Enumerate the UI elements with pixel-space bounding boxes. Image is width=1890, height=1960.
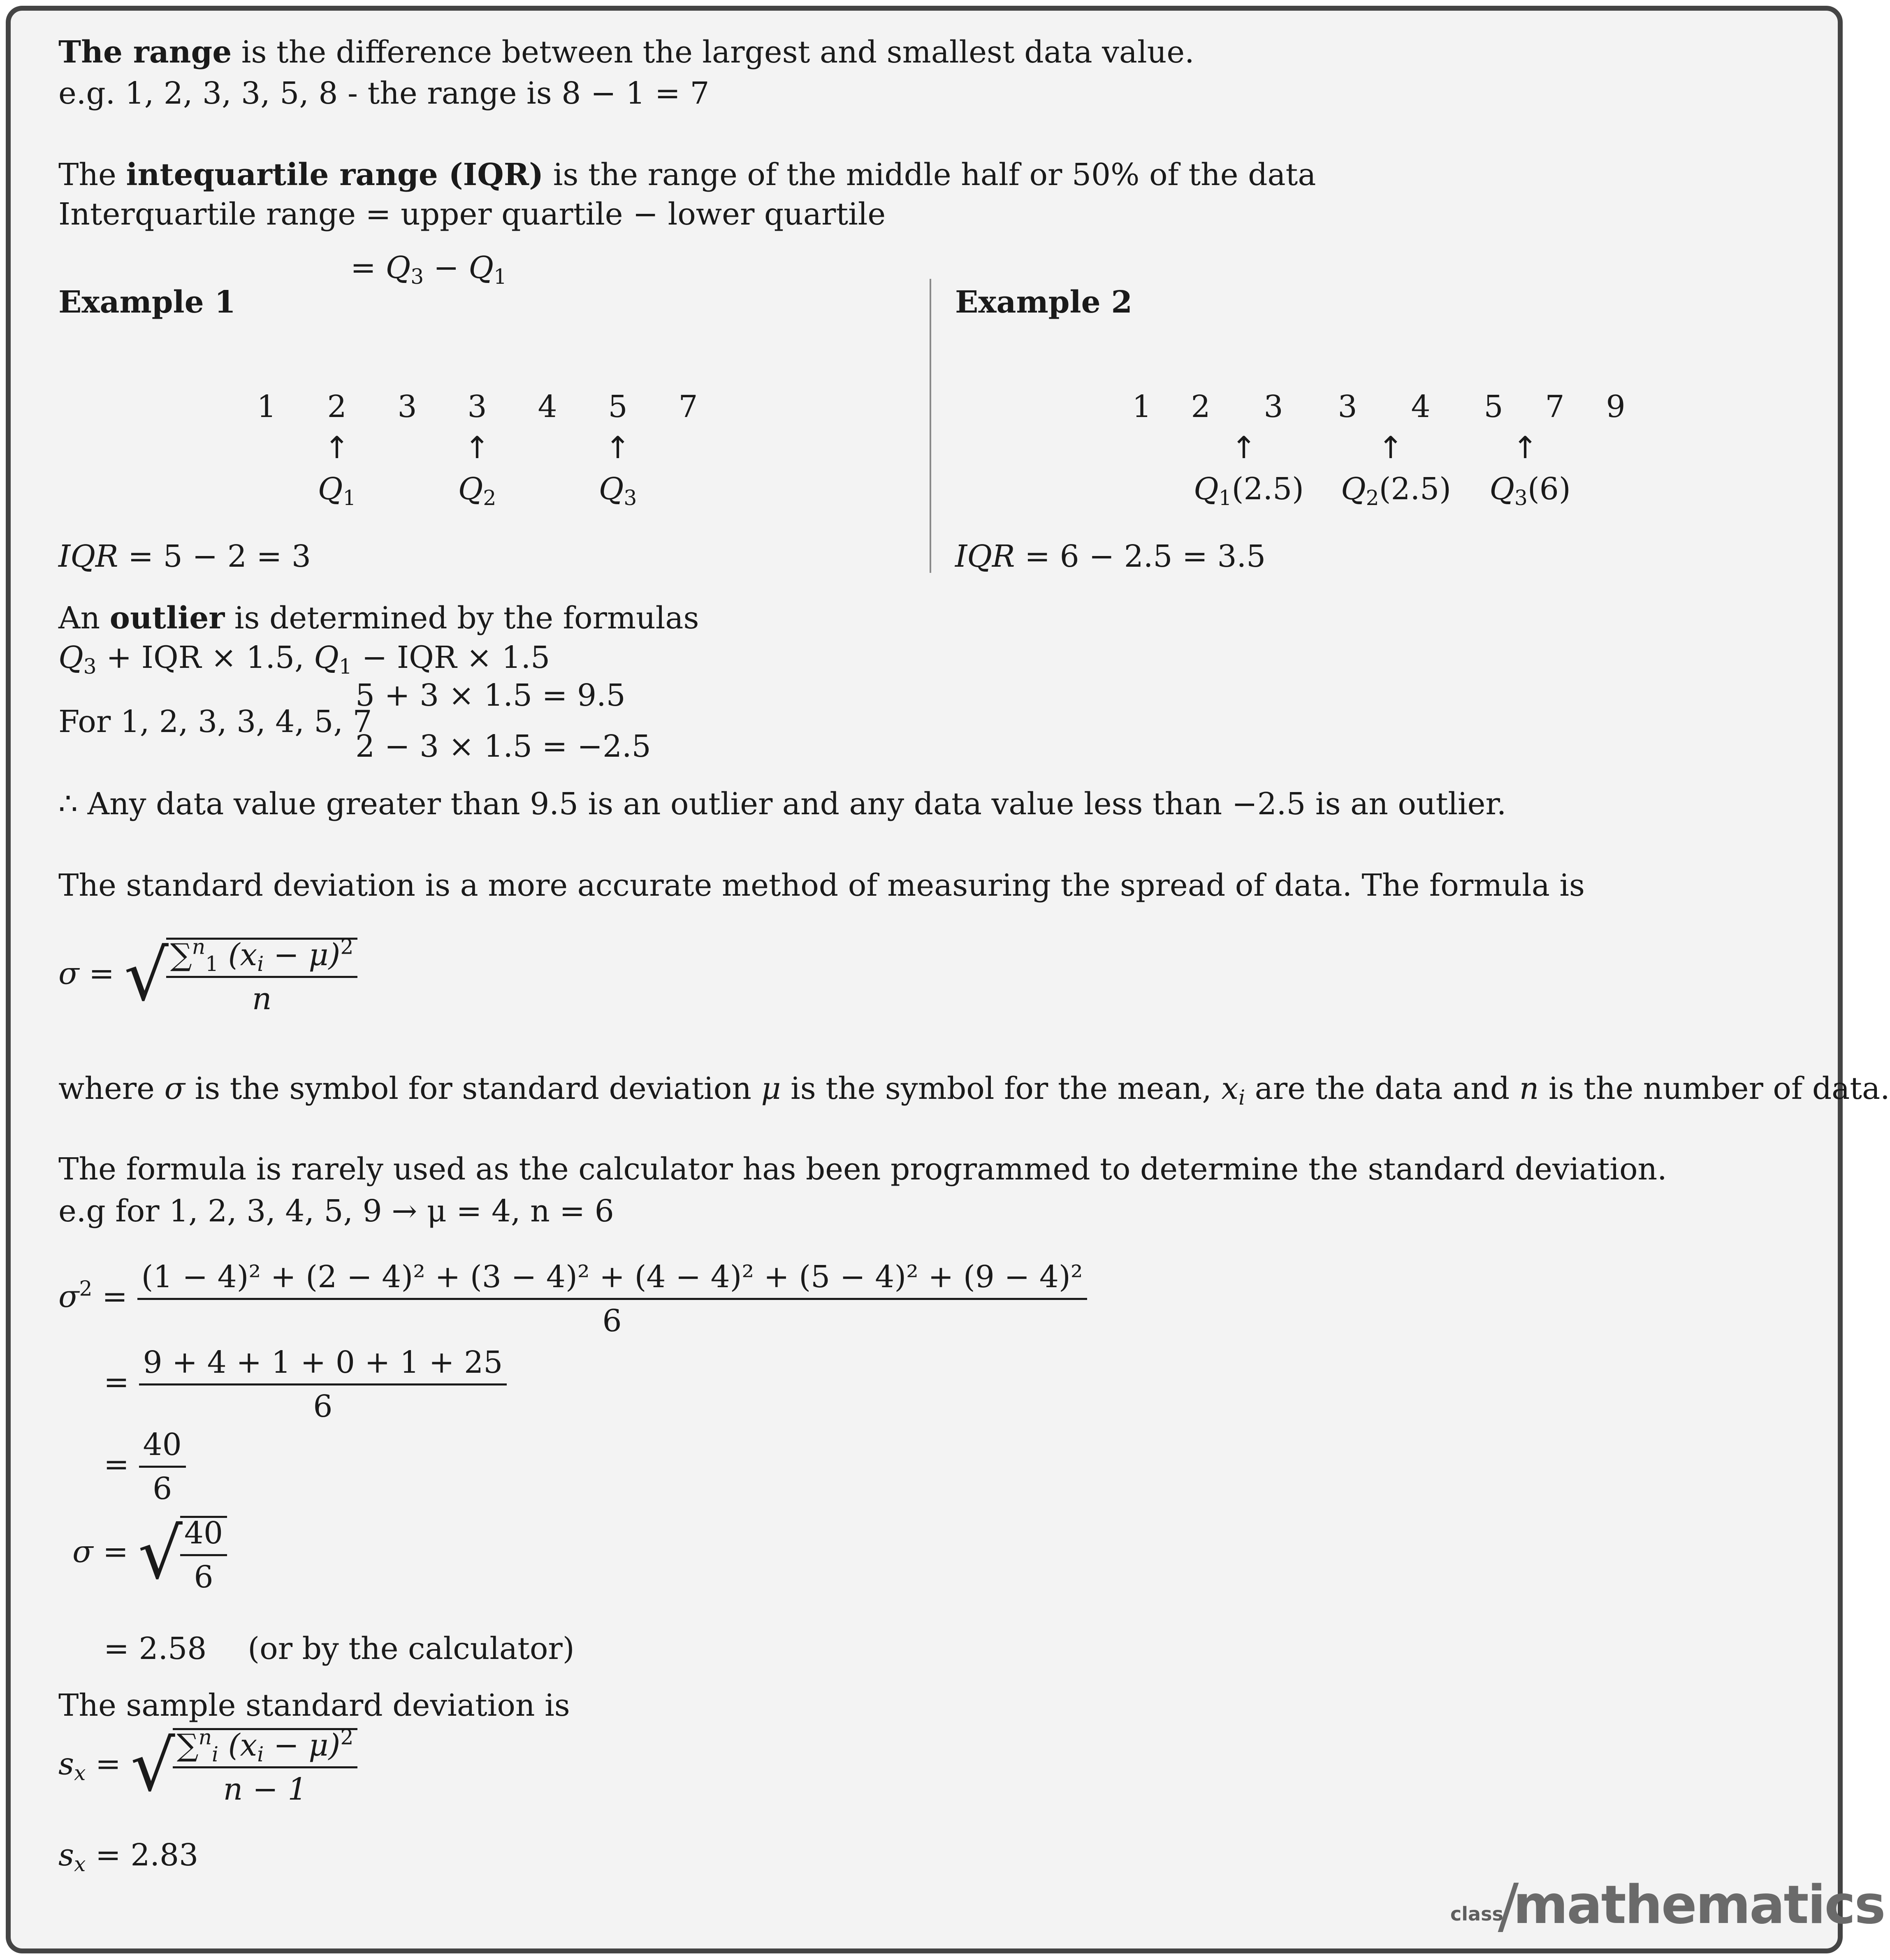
step5-value: = 2.58 (104, 1631, 207, 1666)
example2-number: 1 (1132, 389, 1152, 424)
step3-numerator: 40 (139, 1429, 186, 1468)
example2-number: 5 (1484, 389, 1503, 424)
outlier-q3-letter: Q (58, 640, 83, 675)
std-example: e.g for 1, 2, 3, 4, 5, 9 → μ = 4, n = 6 (58, 1193, 614, 1229)
iqr-term: intequartile range (IQR) (126, 157, 544, 192)
example-divider (930, 279, 931, 573)
sum-symbol: ∑ (170, 937, 192, 973)
example2-number: 3 (1338, 389, 1357, 424)
equals-sign: = (86, 1746, 131, 1782)
iqr-intro-post: is the range of the middle half or 50% of the data (543, 157, 1316, 192)
std-square: 2 (340, 934, 354, 959)
iqr-q1-sub: 1 (493, 264, 507, 289)
example1-quartile-label (598, 471, 637, 510)
quartile-letter: Q (1489, 471, 1514, 507)
iqr-eq: = (350, 250, 386, 285)
sample-result (58, 1837, 199, 1877)
where-text: is the number of data. (1539, 1071, 1890, 1106)
example2-result-lhs: IQR (955, 539, 1015, 574)
std-step5 (104, 1633, 575, 1664)
range-definition-text: is the difference between the largest and smallest data value. (232, 35, 1194, 70)
quartile-sub: 3 (624, 486, 637, 510)
iqr-minus: − (424, 250, 469, 285)
equals-sign: = (92, 1279, 137, 1314)
outlier-q1-sub: 1 (339, 654, 352, 679)
sqrt-icon: √ (124, 935, 169, 1017)
std-formula (58, 934, 357, 1017)
example1-heading (58, 285, 236, 320)
where-text: is the symbol for the mean, (781, 1071, 1222, 1106)
quartile-sub: 2 (1366, 486, 1379, 510)
example2-number: 3 (1264, 389, 1283, 424)
outlier-calc-upper: 5 + 3 × 1.5 = 9.5 (355, 678, 626, 713)
quartile-value: (2.5) (1231, 471, 1304, 507)
example1-number: 7 (678, 389, 698, 424)
example2-quartile-label (1340, 471, 1452, 510)
example2-result-rhs: = 6 − 2.5 = 3.5 (1015, 539, 1266, 574)
example2-number: 9 (1606, 389, 1626, 424)
outlier-formulas (58, 640, 550, 679)
std-denominator: n (252, 981, 272, 1017)
sqrt-icon: √ (138, 1513, 183, 1595)
example1-number: 5 (608, 389, 628, 424)
equals-sign: = (79, 956, 124, 992)
sum-sup: n (192, 934, 206, 959)
sqrt-icon: √ (130, 1726, 175, 1807)
up-arrow-icon: ↑ (1231, 430, 1257, 466)
sample-denominator: n − 1 (223, 1772, 307, 1807)
sum-sub: i (211, 1742, 219, 1767)
sample-result-value: = 2.83 (86, 1837, 199, 1873)
up-arrow-icon: ↑ (464, 430, 490, 466)
step4-denominator: 6 (194, 1559, 213, 1595)
outlier-intro-pre: An (58, 600, 110, 636)
quartile-sub: 2 (483, 486, 496, 510)
iqr-formula-line: Interquartile range = upper quartile − lower quartile (58, 197, 886, 232)
example2-heading-text: Example 2 (955, 285, 1132, 320)
sample-result-s: s (58, 1837, 74, 1873)
std-step3 (104, 1429, 186, 1504)
step1-sigma: σ (58, 1279, 79, 1314)
equals-sign: = (104, 1364, 139, 1400)
outlier-conclusion: ∴ Any data value greater than 9.5 is an outlier and any data value less than −2.5 is an outlier. (58, 786, 1507, 822)
example1-result-lhs: IQR (58, 539, 118, 574)
sample-result-sub: x (74, 1852, 86, 1877)
sample-s-sub: x (74, 1761, 86, 1785)
sum-sub: 1 (205, 952, 219, 976)
example2-number: 4 (1411, 389, 1431, 424)
up-arrow-icon: ↑ (605, 430, 631, 466)
outlier-definition (58, 600, 699, 636)
std-term: (x (218, 937, 257, 973)
example1-number: 1 (257, 389, 276, 424)
step2-denominator: 6 (313, 1389, 333, 1424)
outlier-q3-sub: 3 (83, 654, 97, 679)
logo-small-text: class (1450, 1903, 1503, 1925)
std-term-tail: − μ) (264, 937, 341, 973)
content-card (6, 6, 1890, 1953)
iqr-intro-pre: The (58, 157, 126, 192)
sample-intro: The sample standard deviation is (58, 1688, 570, 1723)
step1-sup: 2 (79, 1276, 93, 1301)
quartile-letter: Q (1340, 471, 1366, 507)
iqr-q3-sub: 3 (410, 264, 424, 289)
equals-sign: = (93, 1534, 138, 1570)
up-arrow-icon: ↑ (1512, 430, 1538, 466)
outlier-intro-post: is determined by the formulas (225, 600, 699, 636)
std-rarely: The formula is rarely used as the calculator has been programmed to determine the standard deviation. (58, 1151, 1667, 1187)
outlier-q1-letter: Q (314, 640, 339, 675)
std-numerator (166, 934, 358, 978)
classmathematics-logo (1450, 1874, 1885, 1936)
sample-term: (x (218, 1728, 257, 1763)
std-step4 (72, 1513, 227, 1595)
range-term: The range (58, 35, 232, 70)
step4-numerator: 40 (180, 1518, 227, 1556)
step5-note: (or by the calculator) (248, 1631, 575, 1666)
example1-quartile-label (318, 471, 356, 510)
example1-quartile-label (458, 471, 496, 510)
outlier-for-label: For 1, 2, 3, 3, 4, 5, 7 (58, 704, 372, 739)
example2-quartile-label (1489, 471, 1571, 510)
quartile-value: (2.5) (1379, 471, 1452, 507)
where-n: n (1519, 1071, 1539, 1106)
step4-fraction (180, 1515, 227, 1595)
iqr-q1-letter: Q (468, 250, 494, 285)
sigma-symbol: σ (58, 956, 79, 992)
range-example: e.g. 1, 2, 3, 3, 5, 8 - the range is 8 − 1 = 7 (58, 76, 710, 111)
std-intro: The standard deviation is a more accurate method of measuring the spread of data. The formula is (58, 868, 1585, 903)
where-sigma: σ (164, 1071, 185, 1106)
step1-denominator: 6 (602, 1303, 622, 1339)
step4-sigma: σ (72, 1534, 93, 1570)
where-text: are the data and (1245, 1071, 1519, 1106)
example1-number: 2 (327, 389, 347, 424)
std-step1 (58, 1259, 1087, 1339)
outlier-term: outlier (109, 600, 225, 636)
std-where (58, 1071, 1890, 1110)
where-xsub: i (1238, 1085, 1245, 1110)
example2-heading (955, 285, 1132, 320)
example2-result (955, 541, 1266, 572)
std-term-sub: i (257, 952, 264, 976)
outlier-formula-a: + IQR × 1.5, (96, 640, 314, 675)
step2-fraction (139, 1347, 507, 1422)
quartile-sub: 1 (343, 486, 356, 510)
example1-heading-text: Example 1 (58, 285, 236, 320)
outlier-formula-b: − IQR × 1.5 (352, 640, 550, 675)
up-arrow-icon: ↑ (1377, 430, 1404, 466)
up-arrow-icon: ↑ (324, 430, 350, 466)
iqr-definition (58, 157, 1316, 192)
where-mu: μ (761, 1071, 781, 1106)
range-definition (58, 35, 1194, 70)
quartile-letter: Q (1193, 471, 1219, 507)
outlier-calc-lower: 2 − 3 × 1.5 = −2.5 (355, 729, 651, 764)
example1-result-rhs: = 5 − 2 = 3 (118, 539, 311, 574)
example2-quartile-label (1193, 471, 1304, 510)
example2-number: 2 (1191, 389, 1211, 424)
equals-sign: = (104, 1446, 139, 1482)
sample-term-tail: − μ) (264, 1728, 341, 1763)
iqr-q3-letter: Q (385, 250, 411, 285)
sample-numerator (173, 1725, 358, 1768)
quartile-letter: Q (598, 471, 624, 507)
example1-number: 3 (397, 389, 417, 424)
quartile-letter: Q (458, 471, 483, 507)
example1-result (58, 541, 311, 572)
quartile-sub: 1 (1218, 486, 1232, 510)
example1-number: 3 (467, 389, 487, 424)
logo-big-text: mathematics (1513, 1874, 1885, 1936)
quartile-sub: 3 (1514, 486, 1528, 510)
step1-numerator: (1 − 4)² + (2 − 4)² + (3 − 4)² + (4 − 4)² + (5 − 4)² + (9 − 4)² (137, 1262, 1087, 1300)
quartile-letter: Q (318, 471, 343, 507)
sample-fraction (173, 1725, 358, 1807)
sample-term-sub: i (257, 1742, 264, 1767)
sample-s: s (58, 1746, 74, 1782)
example1-number: 4 (538, 389, 557, 424)
quartile-value: (6) (1527, 471, 1571, 507)
std-fraction (166, 934, 358, 1017)
std-step2 (104, 1347, 507, 1422)
example2-number: 7 (1545, 389, 1565, 424)
sample-formula (58, 1725, 357, 1807)
sum-symbol: ∑ (176, 1728, 199, 1763)
sample-square: 2 (340, 1725, 354, 1749)
iqr-formula-q (350, 250, 507, 289)
step3-denominator: 6 (153, 1471, 172, 1506)
step1-fraction (137, 1259, 1087, 1339)
step3-fraction (139, 1429, 186, 1504)
where-x: x (1221, 1071, 1239, 1106)
where-text: where (58, 1071, 165, 1106)
where-text: is the symbol for standard deviation (185, 1071, 761, 1106)
step2-numerator: 9 + 4 + 1 + 0 + 1 + 25 (139, 1347, 507, 1385)
sum-sup: n (198, 1725, 212, 1749)
